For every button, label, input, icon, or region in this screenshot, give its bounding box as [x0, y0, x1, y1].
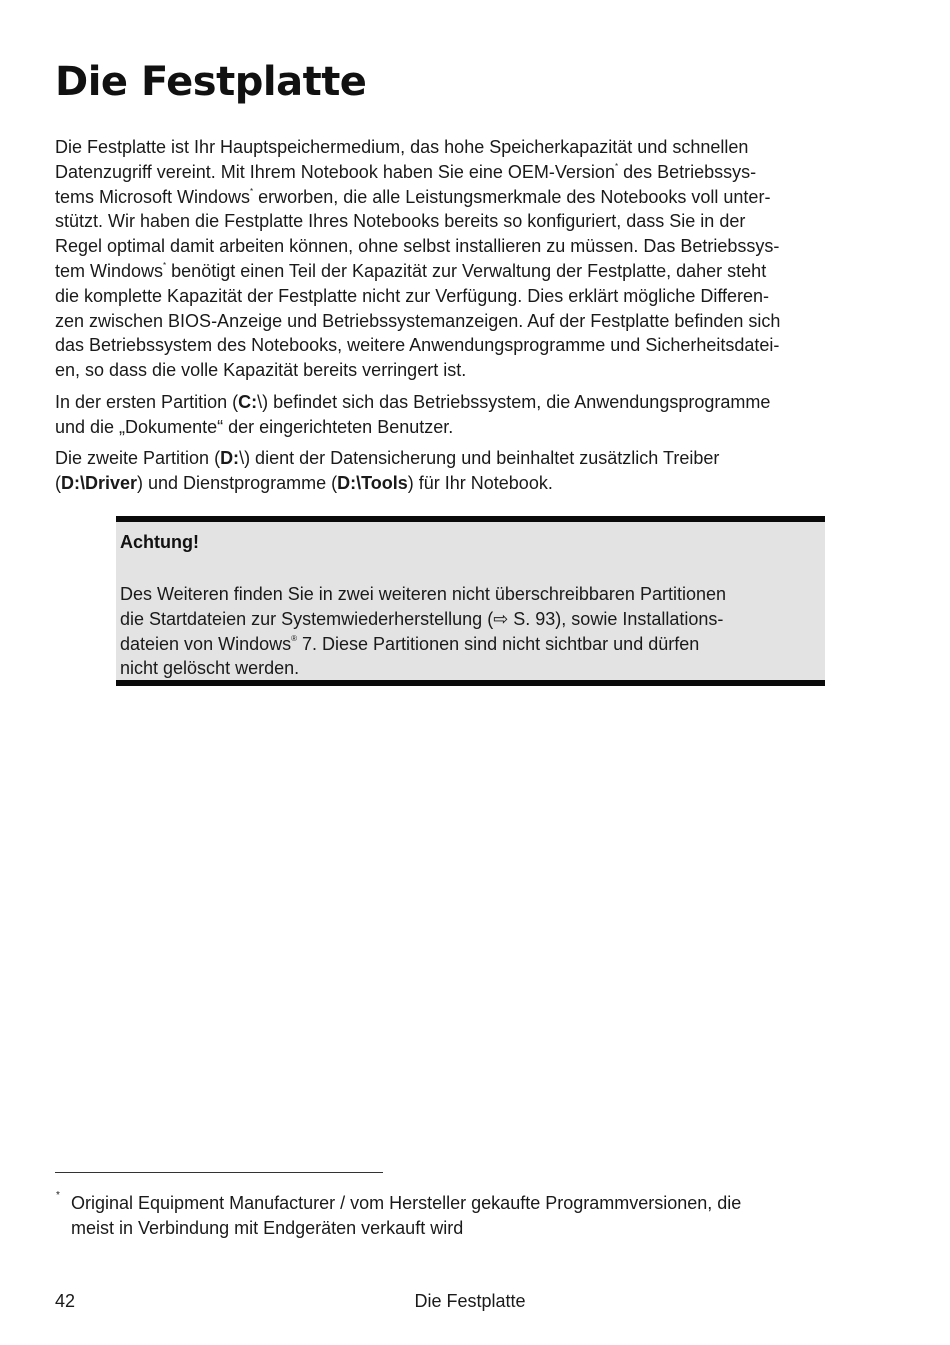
- footnote-reference: *: [163, 260, 167, 270]
- text-line: tems Microsoft Windows* erworben, die alle Leistungsmerkmale des Notebooks voll unter-: [55, 186, 771, 207]
- text-line: meist in Verbindung mit Endgeräten verkauft wird: [71, 1217, 464, 1238]
- warning-box: [116, 516, 825, 686]
- footnote-reference: *: [614, 161, 619, 171]
- text-line: das Betriebssystem des Notebooks, weitere Anwendungsprogramme und Sicherheitsdatei-: [55, 335, 780, 356]
- running-footer-title: Die Festplatte: [414, 1291, 526, 1311]
- page-title: Die Festplatte: [55, 59, 367, 105]
- partition-c-paragraph: [55, 390, 895, 440]
- text-line: en, so dass die volle Kapazität bereits verringert ist.: [55, 360, 467, 381]
- footnote-text: [71, 1191, 741, 1241]
- path-label: D:\Tools: [337, 472, 408, 493]
- text-line: dateien von Windows® 7. Diese Partitionen sind nicht sichtbar und dürfen: [120, 633, 700, 654]
- text-line: Die Festplatte ist Ihr Hauptspeichermedium, das hohe Speicherkapazität und schnellen: [55, 137, 749, 157]
- drive-label: C:: [238, 392, 258, 412]
- page-number: 42: [55, 1291, 76, 1311]
- footnote-divider: [55, 1172, 383, 1173]
- text-line: die komplette Kapazität der Festplatte nicht zur Verfügung. Dies erklärt mögliche Differen-: [55, 285, 770, 306]
- path-label: D:\Driver: [61, 472, 138, 493]
- warning-title: Achtung!: [120, 532, 199, 552]
- text-line: die Startdateien zur Systemwiederherstellung (⇨ S. 93), sowie Installations-: [120, 608, 724, 629]
- footnote-reference: *: [250, 186, 254, 196]
- text-line: stützt. Wir haben die Festplatte Ihres Notebooks bereits so konfiguriert, dass Sie in der: [55, 211, 746, 232]
- text-line: zen zwischen BIOS-Anzeige und Betriebssystemanzeigen. Auf der Festplatte befinden sich: [55, 310, 781, 331]
- text-line: nicht gelöscht werden.: [120, 658, 300, 679]
- text-line: In der ersten Partition (C:\) befindet sich das Betriebssystem, die Anwendungsprogramme: [55, 392, 771, 412]
- intro-paragraph: [55, 135, 895, 383]
- text-line: Des Weiteren finden Sie in zwei weiteren nicht überschreibbaren Partitionen: [120, 584, 726, 604]
- footnote-marker: *: [56, 1190, 60, 1201]
- text-line: Original Equipment Manufacturer / vom Hersteller gekaufte Programmversionen, die: [71, 1193, 742, 1213]
- arrow-right-icon: ⇨: [493, 608, 509, 629]
- text-line: (D:\Driver) und Dienstprogramme (D:\Tools) für Ihr Notebook.: [55, 472, 553, 493]
- text-line: Regel optimal damit arbeiten können, ohne selbst installieren zu müssen. Das Betriebssys-: [55, 236, 780, 257]
- text-line: Die zweite Partition (D:\) dient der Datensicherung und beinhaltet zusätzlich Treiber: [55, 448, 720, 468]
- drive-label: D:: [220, 448, 240, 468]
- text-line: tem Windows* benötigt einen Teil der Kapazität zur Verwaltung der Festplatte, daher steht: [55, 260, 767, 281]
- text-line: und die „Dokumente“ der eingerichteten Benutzer.: [55, 416, 454, 437]
- text-line: Datenzugriff vereint. Mit Ihrem Notebook haben Sie eine OEM-Version* des Betriebssys-: [55, 161, 757, 182]
- registered-mark: ®: [291, 633, 298, 643]
- partition-d-paragraph: [55, 446, 895, 496]
- warning-text: [120, 582, 726, 681]
